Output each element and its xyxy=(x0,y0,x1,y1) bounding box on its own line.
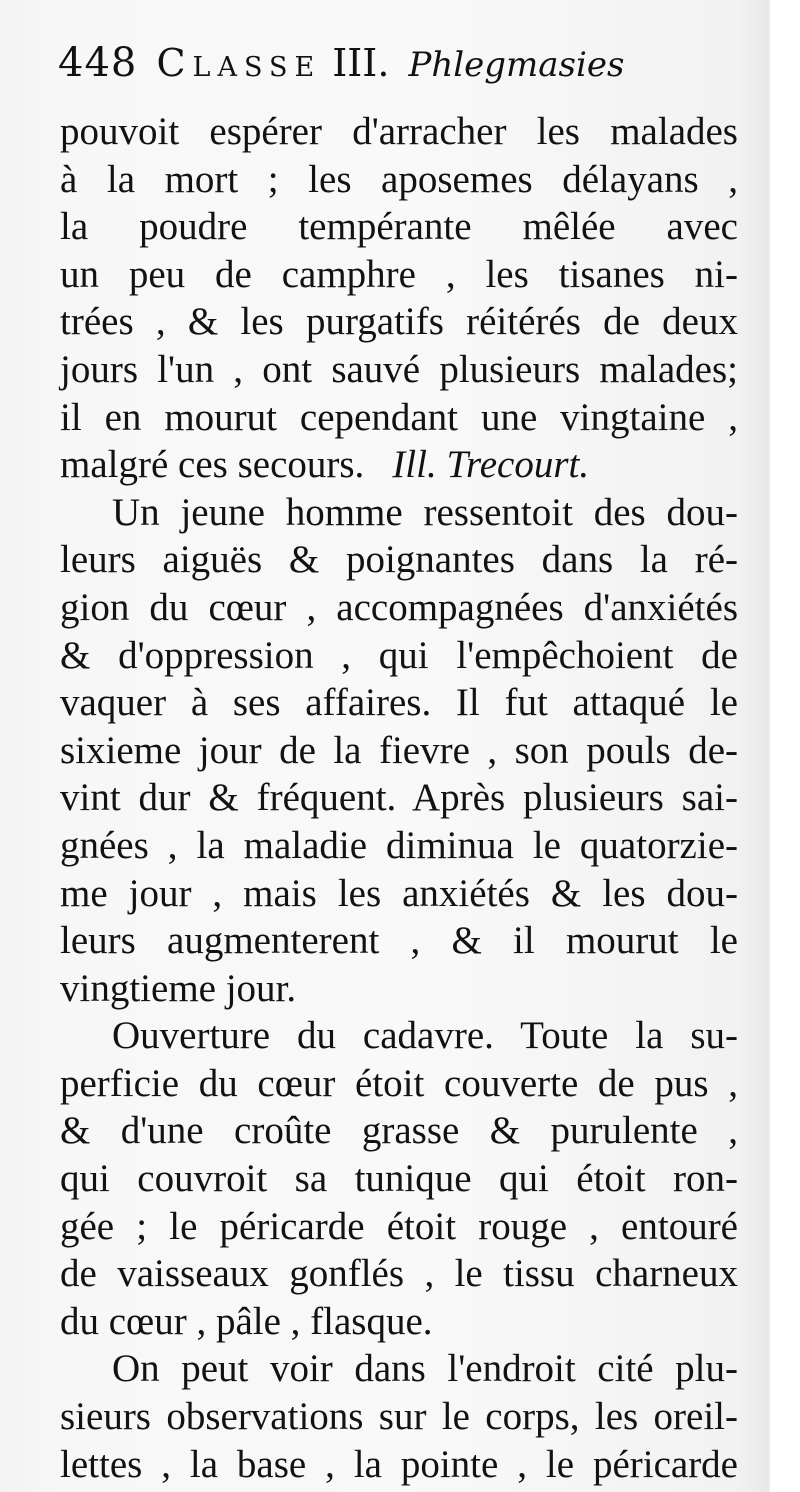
text-line: leurs augmenterent , & il mourut le xyxy=(60,919,738,963)
text-line: leurs aiguës & poignantes dans la ré- xyxy=(60,538,738,582)
text-line: gnées , la maladie diminua le quatorzie- xyxy=(60,823,738,867)
text-line: il en mourut cependant une vingtaine , xyxy=(60,395,738,439)
text-line: & d'une croûte grasse & purulente , xyxy=(60,1109,738,1153)
text-line: sixieme jour de la fievre , son pouls de- xyxy=(60,728,738,772)
text-line: trées , & les purgatifs réitérés de deux xyxy=(60,300,738,344)
paragraph-start: On peut voir dans l'endroit cité plu- xyxy=(112,1347,738,1391)
text-line: vingtieme jour. xyxy=(60,966,297,1010)
text-line: lettes , la base , la pointe , le péricarde xyxy=(60,1442,738,1486)
running-header xyxy=(58,40,758,100)
paragraph-start: Un jeune homme ressentoit des dou- xyxy=(112,490,738,534)
text-line-content: malgré ces secours. xyxy=(60,443,365,487)
text-line: qui couvroit sa tunique qui étoit ron- xyxy=(60,1157,738,1201)
text-line xyxy=(60,441,738,489)
text-line: la poudre tempérante mêlée avec xyxy=(60,205,738,249)
text-line: un peu de camphre , les tisanes ni- xyxy=(60,252,738,296)
source-reference: Ill. Trecourt. xyxy=(392,443,590,487)
text-line: gion du cœur , accompagnées d'anxiétés xyxy=(60,585,738,629)
text-line: vaquer à ses affaires. Il fut attaqué le xyxy=(60,681,738,725)
header-classe-number: III. xyxy=(332,41,390,85)
page-number: 448 xyxy=(58,40,138,86)
text-line: de vaisseaux gonflés , le tissu charneux xyxy=(60,1252,738,1296)
text-line: perficie du cœur étoit couverte de pus , xyxy=(60,1061,738,1105)
text-line: du cœur , pâle , flasque. xyxy=(60,1299,433,1343)
text-line: vint dur & fréquent. Après plusieurs sai- xyxy=(60,776,738,820)
page-margin xyxy=(770,0,800,1492)
header-section: Phlegmasies xyxy=(408,45,625,85)
text-line: jours l'un , ont sauvé plusieurs malades; xyxy=(60,347,738,391)
text-line: pouvoit espérer d'arracher les malades xyxy=(60,110,738,153)
text-line: me jour , mais les anxiétés & les dou- xyxy=(60,871,738,915)
header-classe: Classe xyxy=(156,41,322,85)
text-line: gée ; le péricarde étoit rouge , entouré xyxy=(60,1204,738,1248)
paragraph-start: Ouverture du cadavre. Toute la su- xyxy=(112,1014,738,1058)
text-line: & d'oppression , qui l'empêchoient de xyxy=(60,633,738,677)
text-line: à la mort ; les aposemes délayans , xyxy=(60,157,738,201)
body-text xyxy=(60,108,738,1488)
text-line: sieurs observations sur le corps, les oreil- xyxy=(60,1395,738,1439)
